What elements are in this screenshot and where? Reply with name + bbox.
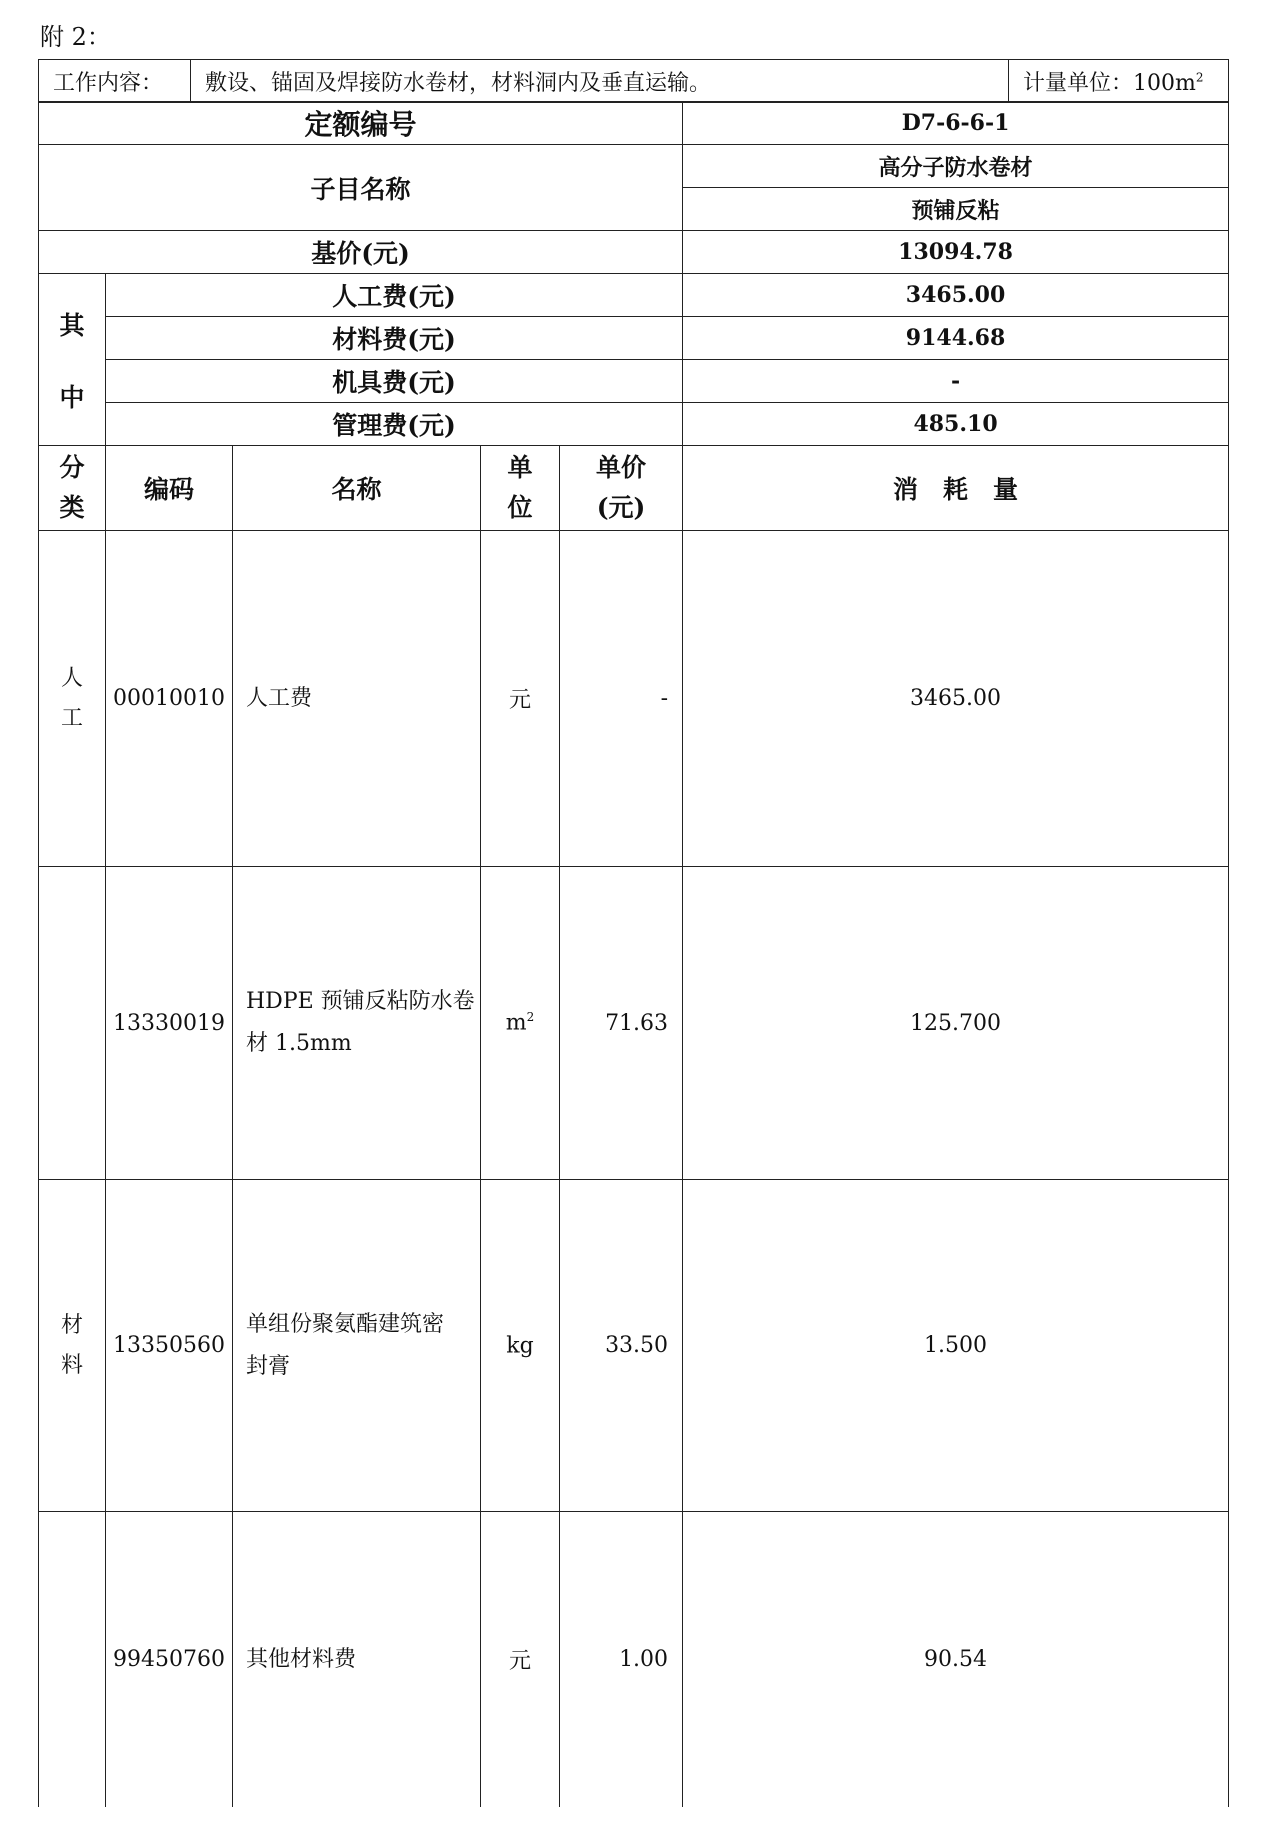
- row-code: 99450760: [106, 1512, 233, 1808]
- row-unit: [481, 1512, 560, 1808]
- row-unit: [481, 867, 560, 1180]
- machine-cost-label: 机具费(元): [106, 360, 683, 403]
- row-unit-price: 71.63: [560, 867, 683, 1180]
- col-header-unit-2: 位: [507, 493, 533, 522]
- row-name-line-1: 其他材料费: [246, 1646, 357, 1672]
- row-category: [39, 531, 106, 867]
- work-content-label: 工作内容：: [39, 60, 191, 103]
- measure-unit-sup: 2: [1195, 70, 1204, 85]
- row-category-1: 材: [60, 1312, 83, 1338]
- labor-cost-value: 3465.00: [683, 274, 1229, 317]
- row-category: [39, 867, 106, 1180]
- material-cost-value: 9144.68: [683, 317, 1229, 360]
- row-unit-text: 元: [508, 1649, 531, 1674]
- of-which-label: [39, 274, 106, 446]
- measure-unit-text: 计量单位：100m: [1023, 70, 1196, 96]
- quota-code-label: 定额编号: [39, 102, 683, 145]
- col-header-consumption: 消 耗 量: [683, 446, 1229, 531]
- labor-cost-label: 人工费(元): [106, 274, 683, 317]
- row-unit-price: 33.50: [560, 1180, 683, 1512]
- row-unit-text: m: [505, 1010, 527, 1036]
- work-info-table: [38, 59, 1229, 103]
- col-header-name: 名称: [233, 446, 481, 531]
- table-row: [39, 1180, 1229, 1512]
- row-unit-price: -: [560, 531, 683, 867]
- row-code: 13350560: [106, 1180, 233, 1512]
- row-category-2: 工: [60, 705, 83, 731]
- measure-unit: [1009, 60, 1229, 103]
- row-category-1: 人: [60, 665, 83, 691]
- row-code: 00010010: [106, 531, 233, 867]
- col-header-unit-price-2: (元): [596, 493, 646, 522]
- row-unit: [481, 531, 560, 867]
- row-name: [233, 531, 481, 867]
- work-content-text: 敷设、锚固及焊接防水卷材，材料洞内及垂直运输。: [191, 60, 1009, 103]
- table-row: [39, 1512, 1229, 1808]
- row-name: [233, 867, 481, 1180]
- sub-item-label: 子目名称: [39, 145, 683, 231]
- col-header-unit: [481, 446, 560, 531]
- management-cost-label: 管理费(元): [106, 403, 683, 446]
- row-unit-text: kg: [506, 1333, 534, 1359]
- row-category: [39, 1180, 106, 1512]
- col-header-category-2: 类: [59, 493, 85, 522]
- col-header-code: 编码: [106, 446, 233, 531]
- quota-code-value: D7-6-6-1: [683, 102, 1229, 145]
- row-name-line-1: HDPE 预铺反粘防水卷: [246, 989, 475, 1014]
- row-category: [39, 1512, 106, 1808]
- col-header-unit-price-1: 单价: [596, 453, 647, 482]
- col-header-category-1: 分: [59, 453, 85, 482]
- row-unit: [481, 1180, 560, 1512]
- col-header-category: [39, 446, 106, 531]
- appendix-heading: 附 2：: [40, 23, 111, 51]
- row-unit-sup: 2: [526, 1010, 535, 1025]
- of-which-char-1: 其: [59, 310, 85, 340]
- sub-item-name-1: 高分子防水卷材: [683, 145, 1229, 188]
- row-unit-price: 1.00: [560, 1512, 683, 1808]
- table-row: [39, 867, 1229, 1180]
- row-name-line-2: 封膏: [246, 1353, 291, 1379]
- base-price-value: 13094.78: [683, 231, 1229, 274]
- table-row: [39, 531, 1229, 867]
- quota-table: [38, 101, 1229, 1807]
- row-name-line-2: 材 1.5mm: [246, 1031, 352, 1056]
- base-price-label: 基价(元): [39, 231, 683, 274]
- row-consumption: 125.700: [683, 867, 1229, 1180]
- row-code: 13330019: [106, 867, 233, 1180]
- row-name-line-1: 单组份聚氨酯建筑密: [246, 1311, 445, 1337]
- row-consumption: 3465.00: [683, 531, 1229, 867]
- machine-cost-value: -: [683, 360, 1229, 403]
- row-consumption: 90.54: [683, 1512, 1229, 1808]
- row-consumption: 1.500: [683, 1180, 1229, 1512]
- management-cost-value: 485.10: [683, 403, 1229, 446]
- sub-item-name-2: 预铺反粘: [683, 188, 1229, 231]
- col-header-unit-1: 单: [507, 453, 533, 482]
- of-which-char-2: 中: [59, 382, 85, 412]
- col-header-unit-price: [560, 446, 683, 531]
- row-name: [233, 1512, 481, 1808]
- row-name: [233, 1180, 481, 1512]
- row-name-line-1: 人工费: [246, 685, 313, 711]
- row-category-2: 料: [60, 1352, 83, 1378]
- material-cost-label: 材料费(元): [106, 317, 683, 360]
- row-unit-text: 元: [508, 688, 531, 713]
